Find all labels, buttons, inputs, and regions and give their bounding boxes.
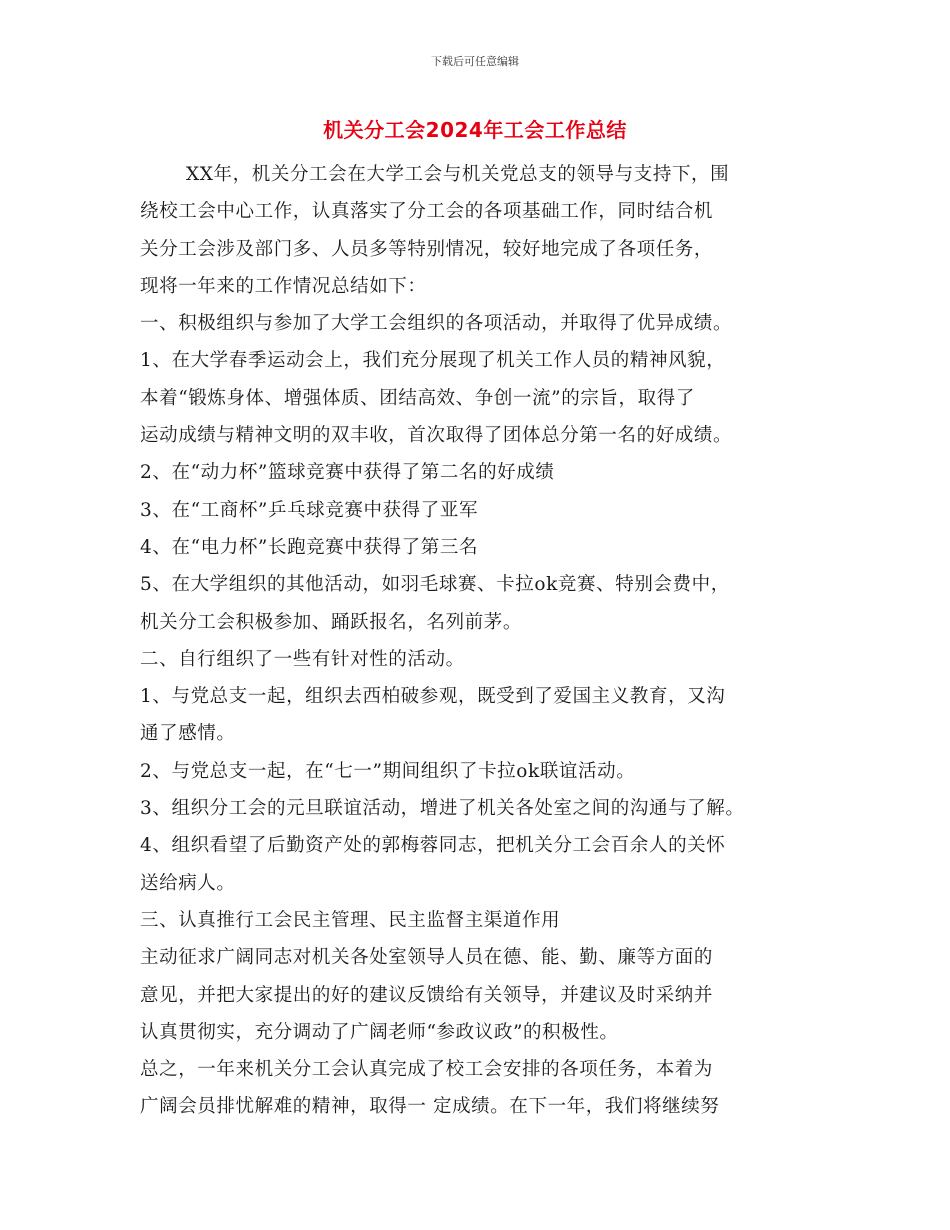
paragraph-line: 意见，并把大家提出的好的建议反馈给有关领导，并建议及时采纳并 [140,984,714,1006]
paragraph-line: XX年，机关分工会在大学工会与机关党总支的领导与支持下，围 [186,164,730,185]
list-item: 2、在“动力杯”篮球竞赛中获得了第二名的好成绩 [140,462,555,484]
document-body [140,156,820,1126]
list-item: 5、在大学组织的其他活动，如羽毛球赛、卡拉ok竞赛、特别会费中， [140,574,730,596]
paragraph-line: 绕校工会中心工作，认真落实了分工会的各项基础工作，同时结合机 [140,201,714,223]
paragraph-line: 广阔会员排忧解难的精神，取得一 定成绩。在下一年，我们将继续努 [140,1096,720,1118]
list-item: 4、在“电力杯”长跑竞赛中获得了第三名 [140,536,479,558]
list-item: 1、在大学春季运动会上，我们充分展现了机关工作人员的精神风貌， [140,350,726,372]
list-item-continuation: 通了感情。 [140,723,236,745]
paragraph-line: 现将一年来的工作情况总结如下： [140,275,427,297]
list-item-continuation: 本着“锻炼身体、增强体质、团结高效、争创一流”的宗旨，取得了 [140,387,695,409]
list-item: 1、与党总支一起，组织去西柏破参观，既受到了爱国主义教育，又沟 [140,686,726,708]
list-item-continuation: 机关分工会积极参加、踊跃报名，名列前茅。 [140,611,523,633]
list-item-continuation: 运动成绩与精神文明的双丰收，首次取得了团体总分第一名的好成绩。 [140,425,733,447]
list-item: 2、与党总支一起，在“七一”期间组织了卡拉ok联谊活动。 [140,760,636,782]
paragraph-line: 主动征求广阔同志对机关各处室领导人员在德、能、勤、廉等方面的 [140,947,714,969]
paragraph-line: 关分工会涉及部门多、人员多等特别情况，较好地完成了各项任务， [140,238,714,260]
paragraph-line: 总之，一年来机关分工会认真完成了校工会安排的各项任务，本着为 [140,1059,714,1081]
paragraph-line: 认真贯彻实，充分调动了广阔老师“参政议政”的积极性。 [140,1021,619,1043]
header-note: 下载后可任意编辑 [431,55,519,68]
list-item: 3、在“工商杯”乒乓球竞赛中获得了亚军 [140,499,479,521]
list-item: 4、组织看望了后勤资产处的郭梅蓉同志，把机关分工会百余人的关怀 [140,835,726,857]
list-item-continuation: 送给病人。 [140,872,236,894]
list-item: 3、组织分工会的元旦联谊活动，增进了机关各处室之间的沟通与了解。 [140,798,745,820]
section-heading: 二、自行组织了一些有针对性的活动。 [140,648,465,670]
section-heading: 三、认真推行工会民主管理、民主监督主渠道作用 [140,909,561,931]
section-heading: 一、积极组织与参加了大学工会组织的各项活动，并取得了优异成绩。 [140,313,733,335]
document-title: 机关分工会2024年工会工作总结 [323,118,627,142]
